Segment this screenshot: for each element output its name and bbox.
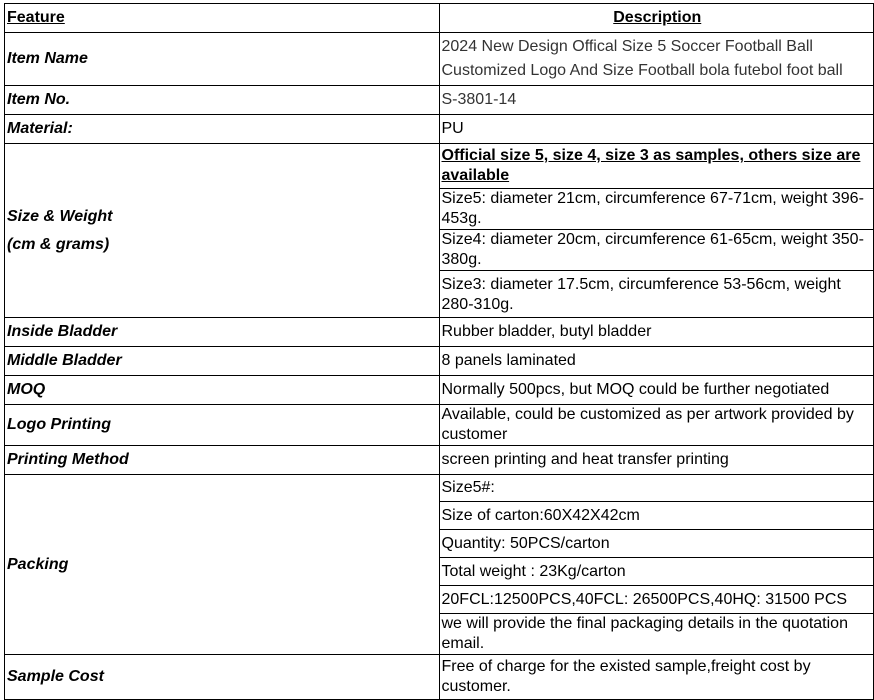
value-moq: Normally 500pcs, but MOQ could be further negotiated bbox=[439, 376, 874, 405]
row-logo-printing bbox=[5, 405, 874, 446]
label-item-name: Item Name bbox=[5, 33, 440, 86]
packing-line: Quantity: 50PCS/carton bbox=[439, 530, 874, 558]
size-line-size4: Size4: diameter 20cm, circumference 61-65cm, weight 350-380g. bbox=[439, 230, 874, 271]
value-inside-bladder: Rubber bladder, butyl bladder bbox=[439, 318, 874, 347]
row-packing-0 bbox=[5, 475, 874, 502]
value-sample-cost: Free of charge for the existed sample,freight cost by customer. bbox=[439, 655, 874, 700]
label-printing-method: Printing Method bbox=[5, 446, 440, 475]
packing-line: 20FCL:12500PCS,40FCL: 26500PCS,40HQ: 31500 PCS bbox=[439, 586, 874, 614]
label-item-no: Item No. bbox=[5, 86, 440, 115]
row-middle-bladder bbox=[5, 347, 874, 376]
row-inside-bladder bbox=[5, 318, 874, 347]
label-middle-bladder: Middle Bladder bbox=[5, 347, 440, 376]
row-sample-cost bbox=[5, 655, 874, 700]
packing-line: we will provide the final packaging details in the quotation email. bbox=[439, 614, 874, 655]
value-middle-bladder: 8 panels laminated bbox=[439, 347, 874, 376]
size-line-size3: Size3: diameter 17.5cm, circumference 53-56cm, weight 280-310g. bbox=[439, 271, 874, 318]
label-size-weight-line2: (cm & grams) bbox=[7, 235, 110, 253]
value-printing-method: screen printing and heat transfer printing bbox=[439, 446, 874, 475]
row-moq bbox=[5, 376, 874, 405]
label-moq: MOQ bbox=[5, 376, 440, 405]
row-item-no bbox=[5, 86, 874, 115]
value-item-name: 2024 New Design Offical Size 5 Soccer Football Ball Customized Logo And Size Football bola futebol foot ball bbox=[439, 33, 874, 86]
row-size-heading bbox=[5, 144, 874, 189]
packing-line: Size5#: bbox=[439, 475, 874, 502]
spec-table bbox=[4, 3, 874, 700]
header-row bbox=[5, 4, 874, 33]
size-heading: Official size 5, size 4, size 3 as samples, others size are available bbox=[439, 144, 874, 189]
row-printing-method bbox=[5, 446, 874, 475]
label-size-weight-line1: Size & Weight bbox=[7, 207, 113, 225]
description-header: Description bbox=[439, 4, 874, 33]
label-logo-printing: Logo Printing bbox=[5, 405, 440, 446]
label-size-weight bbox=[5, 144, 440, 318]
value-logo-printing: Available, could be customized as per artwork provided by customer bbox=[439, 405, 874, 446]
packing-line: Size of carton:60X42X42cm bbox=[439, 502, 874, 530]
row-material bbox=[5, 115, 874, 144]
row-item-name bbox=[5, 33, 874, 86]
value-material: PU bbox=[439, 115, 874, 144]
label-material: Material: bbox=[5, 115, 440, 144]
label-sample-cost: Sample Cost bbox=[5, 655, 440, 700]
label-inside-bladder: Inside Bladder bbox=[5, 318, 440, 347]
packing-line: Total weight : 23Kg/carton bbox=[439, 558, 874, 586]
value-item-no: S-3801-14 bbox=[439, 86, 874, 115]
feature-header: Feature bbox=[5, 4, 440, 33]
label-packing: Packing bbox=[5, 475, 440, 655]
size-line-size5: Size5: diameter 21cm, circumference 67-71cm, weight 396-453g. bbox=[439, 189, 874, 230]
